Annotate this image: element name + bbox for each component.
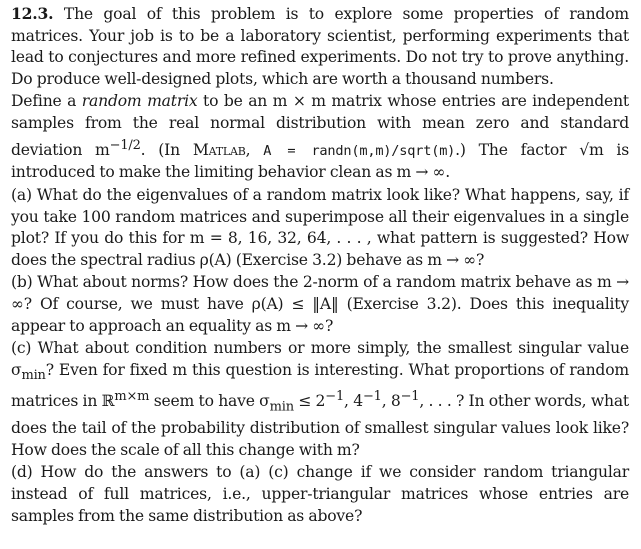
superscript: m×m [114, 389, 150, 405]
definition-text: Define a [11, 92, 82, 111]
definition-paragraph [11, 91, 629, 184]
subscript: min [21, 367, 46, 383]
part-c-text: , 8 [381, 392, 401, 411]
problem-number: 12.3. [11, 4, 54, 23]
random-matrix-term: random matrix [81, 92, 198, 111]
definition-text: .) The factor √m is introduced to make the limiting behavior clean as m → ∞. [11, 140, 629, 182]
part-c [11, 338, 629, 461]
definition-text: . (In [140, 140, 193, 159]
matlab-code: A = randn(m,m)/sqrt(m) [263, 142, 456, 159]
part-c-text: ≤ 2 [293, 392, 326, 411]
part-d: (d) How do the answers to (a) (c) change if we consider random triangular instead of full matrices, i.e., upper-triangular matrices whose entries are samples from the same distribution as above? [11, 463, 629, 525]
definition-text: , [245, 140, 264, 159]
superscript: −1 [325, 389, 345, 405]
exponent: −1/2 [109, 137, 141, 153]
subscript: min [269, 399, 294, 415]
superscript: −1 [362, 389, 382, 405]
intro-text: The goal of this problem is to explore some properties of random matrices. Your job is to be a laboratory scientist, performing experiments that lead to conjectures and more refined experiments. Do not try to prove anything. Do produce well-designed plots, which are worth a thousand numbers. [11, 5, 629, 88]
part-c-text: seem to have σ [149, 392, 270, 411]
definition-text: to be an m × m matrix whose entries are independent samples from the real normal distribution with mean zero and standard deviation m [11, 92, 629, 159]
matlab-name: Matlab [192, 140, 246, 159]
part-c-text: ? Even for fixed m this question is interesting. What proportions of random matrices in ℝ [11, 360, 629, 411]
part-b: (b) What about norms? How does the 2-norm of a random matrix behave as m → ∞? Of course, we must have ρ(A) ≤ ‖A‖ (Exercise 3.2). Does this inequality appear to approach an equality as m → ∞? [11, 273, 629, 335]
part-c-text: , 4 [344, 392, 363, 411]
problem-intro [11, 3, 629, 90]
part-a: (a) What do the eigenvalues of a random matrix look like? What happens, say, if you take 100 random matrices and superimpose all their eigenvalues in a single plot? If you do this for m = 8, 16, 32, 64, . . . , what pattern is suggested? How does the spectral radius ρ(A) (Exercise 3.2) behave as m → ∞? [11, 185, 629, 269]
superscript: −1 [400, 389, 420, 405]
part-c-text: (c) What about condition numbers or more simply, the smallest singular value σ [11, 339, 629, 379]
part-c-text: , . . . ? In other words, what does the tail of the probability distribution of smallest singular values look like? How does the scale of all this change with m? [11, 392, 629, 459]
